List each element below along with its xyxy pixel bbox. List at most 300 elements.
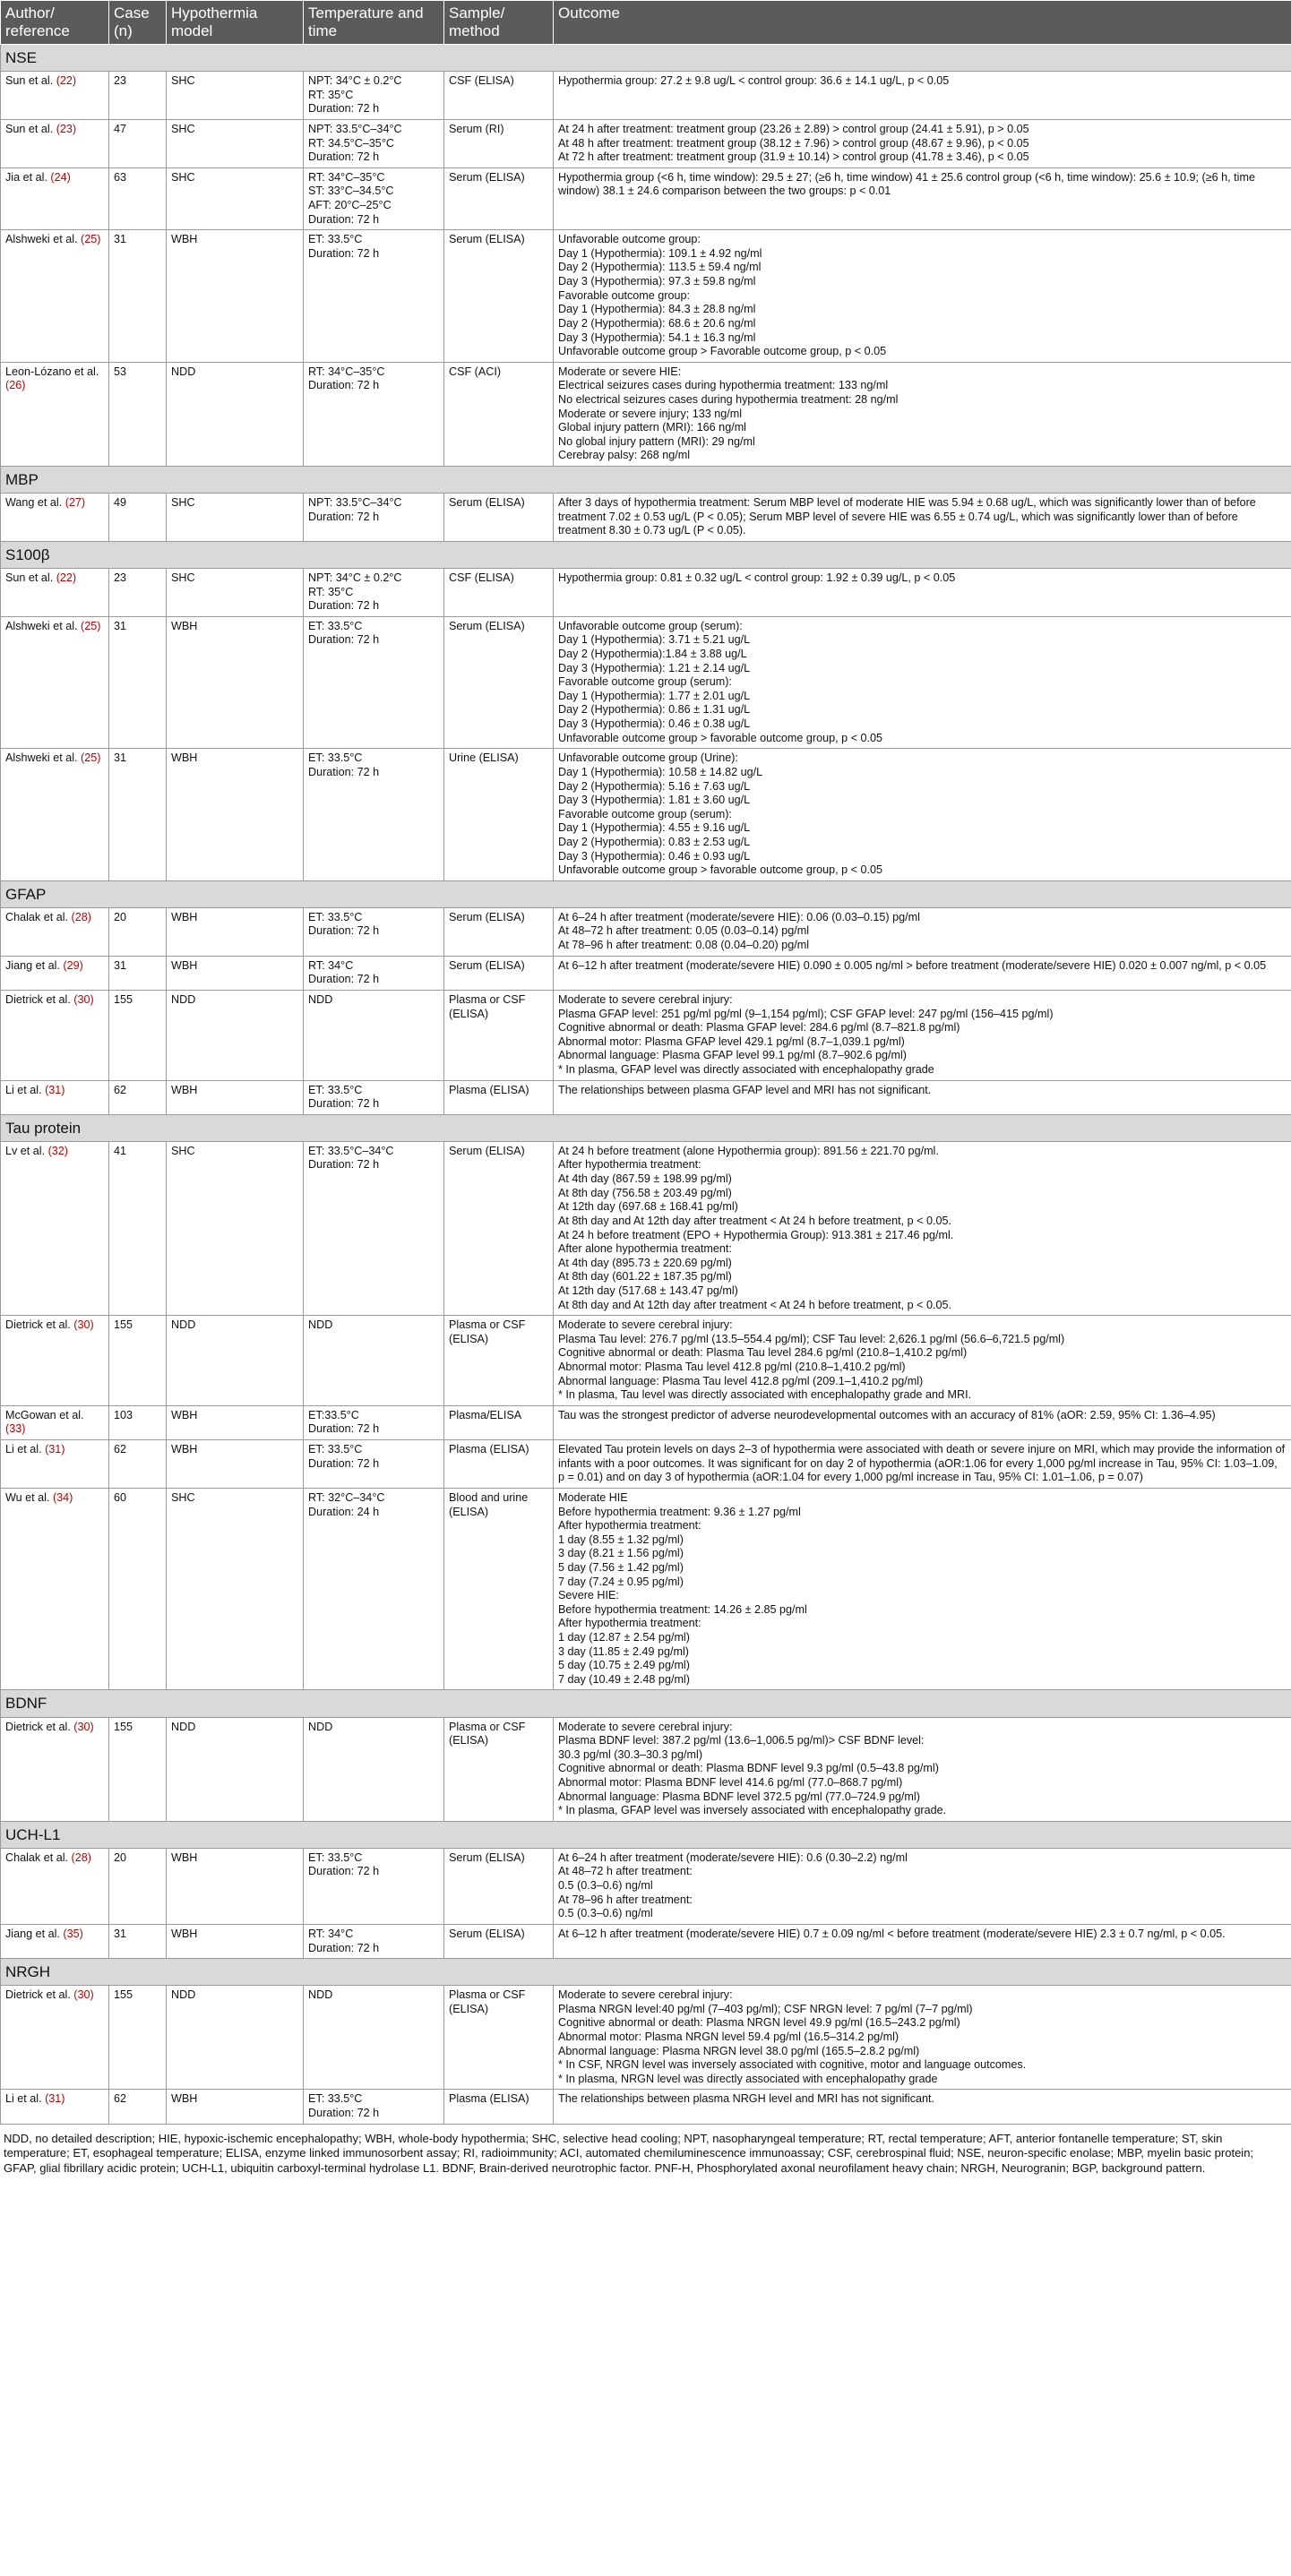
cell-author bbox=[1, 1141, 109, 1315]
section-row bbox=[1, 1959, 1291, 1986]
temperature-line: NPT: 33.5°C–34°C bbox=[308, 123, 402, 135]
cell-temperature bbox=[304, 1316, 444, 1406]
temperature-line: Duration: 24 h bbox=[308, 1505, 380, 1518]
cell-model: NDD bbox=[167, 362, 304, 466]
outcome-line: Day 2 (Hypothermia): 68.6 ± 20.6 ng/ml bbox=[558, 316, 756, 330]
cell-outcome bbox=[554, 1316, 1291, 1406]
temperature-line: Duration: 72 h bbox=[308, 765, 380, 778]
author-name: Li et al. bbox=[5, 1083, 42, 1096]
cell-author bbox=[1, 907, 109, 956]
reference-number: (32) bbox=[47, 1144, 69, 1157]
section-title: BDNF bbox=[1, 1690, 1291, 1717]
outcome-line: Plasma GFAP level: 251 pg/ml pg/ml (9–1,154 pg/ml); CSF GFAP level: 247 pg/ml (156–415 pg/ml) bbox=[558, 1007, 1054, 1020]
outcome-line: Moderate to severe cerebral injury: bbox=[558, 1720, 733, 1733]
cell-outcome bbox=[554, 1440, 1291, 1489]
outcome-line: Cognitive abnormal or death: Plasma BDNF level 9.3 pg/ml (0.5–43.8 pg/ml) bbox=[558, 1762, 939, 1775]
cell-temperature bbox=[304, 362, 444, 466]
outcome-line: Unfavorable outcome group (Urine): bbox=[558, 751, 738, 765]
outcome-line: At 78–96 h after treatment: bbox=[558, 1893, 693, 1906]
section-title: GFAP bbox=[1, 880, 1291, 907]
outcome-line: Electrical seizures cases during hypothermia treatment: 133 ng/ml bbox=[558, 379, 889, 392]
cell-temperature bbox=[304, 907, 444, 956]
cell-temperature bbox=[304, 1717, 444, 1821]
outcome-line: Day 1 (Hypothermia): 4.55 ± 9.16 ug/L bbox=[558, 821, 751, 835]
cell-outcome bbox=[554, 616, 1291, 748]
temperature-line: Duration: 72 h bbox=[308, 246, 380, 260]
cell-author bbox=[1, 569, 109, 617]
cell-temperature bbox=[304, 1440, 444, 1489]
temperature-line: Duration: 72 h bbox=[308, 212, 380, 226]
cell-temperature bbox=[304, 1080, 444, 1114]
temperature-line: Duration: 72 h bbox=[308, 633, 380, 647]
cell-outcome bbox=[554, 1924, 1291, 1958]
author-name: Alshweki et al. bbox=[5, 751, 78, 765]
cell-outcome bbox=[554, 1717, 1291, 1821]
temperature-line: Duration: 72 h bbox=[308, 1941, 380, 1954]
cell-model: WBH bbox=[167, 1924, 304, 1958]
temperature-line: ET: 33.5°C bbox=[308, 1443, 363, 1456]
reference-number: (26) bbox=[5, 379, 26, 392]
cell-sample: Urine (ELISA) bbox=[444, 749, 554, 880]
reference-number: (25) bbox=[81, 751, 101, 765]
outcome-line: After hypothermia treatment: bbox=[558, 1519, 701, 1533]
outcome-line: Abnormal motor: Plasma GFAP level 429.1 pg/ml (8.7–1,039.1 pg/ml) bbox=[558, 1035, 905, 1048]
outcome-line: Day 1 (Hypothermia): 84.3 ± 28.8 ng/ml bbox=[558, 303, 756, 316]
table-row bbox=[1, 2090, 1291, 2124]
outcome-line: At 24 h after treatment: treatment group (23.26 ± 2.89) > control group (24.41 ± 5.91), p > 0.05 bbox=[558, 123, 1029, 135]
cell-author bbox=[1, 1848, 109, 1924]
outcome-line: Hypothermia group: 27.2 ± 9.8 ug/L < control group: 36.6 ± 14.1 ug/L, p < 0.05 bbox=[558, 74, 950, 88]
author-name: Chalak et al. bbox=[5, 1850, 69, 1864]
cell-model: SHC bbox=[167, 72, 304, 120]
reference-number: (25) bbox=[81, 233, 101, 246]
table-row bbox=[1, 72, 1291, 120]
section-title: NSE bbox=[1, 45, 1291, 72]
cell-case: 155 bbox=[109, 1316, 167, 1406]
cell-temperature bbox=[304, 616, 444, 748]
cell-sample: CSF (ELISA) bbox=[444, 569, 554, 617]
cell-temperature bbox=[304, 494, 444, 542]
outcome-line: Moderate or severe HIE: bbox=[558, 365, 682, 378]
cell-case: 47 bbox=[109, 120, 167, 168]
cell-outcome bbox=[554, 167, 1291, 229]
temperature-line: NPT: 34°C ± 0.2°C bbox=[308, 571, 402, 584]
outcome-line: The relationships between plasma GFAP level and MRI has not significant. bbox=[558, 1083, 932, 1096]
author-name: Jiang et al. bbox=[5, 1927, 60, 1940]
cell-temperature bbox=[304, 749, 444, 880]
table-row bbox=[1, 1405, 1291, 1439]
cell-case: 41 bbox=[109, 1141, 167, 1315]
cell-author bbox=[1, 2090, 109, 2124]
outcome-line: Abnormal language: Plasma GFAP level 99.1 pg/ml (8.7–902.6 pg/ml) bbox=[558, 1049, 907, 1062]
reference-number: (33) bbox=[5, 1422, 26, 1436]
outcome-line: At 12th day (697.68 ± 168.41 pg/ml) bbox=[558, 1200, 738, 1214]
temperature-line: ET: 33.5°C–34°C bbox=[308, 1144, 394, 1157]
cell-author bbox=[1, 1986, 109, 2090]
cell-temperature bbox=[304, 230, 444, 362]
author-name: Dietrick et al. bbox=[5, 1720, 71, 1733]
table-row bbox=[1, 569, 1291, 617]
temperature-line: NDD bbox=[308, 1720, 333, 1733]
header-outcome: Outcome bbox=[554, 1, 1291, 45]
outcome-line: At 4th day (867.59 ± 198.99 pg/ml) bbox=[558, 1172, 732, 1186]
outcome-line: 5 day (10.75 ± 2.49 pg/ml) bbox=[558, 1659, 690, 1672]
reference-number: (31) bbox=[45, 1443, 65, 1456]
outcome-line: After alone hypothermia treatment: bbox=[558, 1242, 732, 1256]
cell-outcome bbox=[554, 72, 1291, 120]
outcome-line: At 8th day (601.22 ± 187.35 pg/ml) bbox=[558, 1270, 732, 1284]
outcome-line: At 72 h after treatment: treatment group (31.9 ± 10.14) > control group (41.78 ± 3.46), p < 0.05 bbox=[558, 150, 1029, 164]
cell-case: 60 bbox=[109, 1488, 167, 1690]
header-model: Hypothermia model bbox=[167, 1, 304, 45]
outcome-line: Day 1 (Hypothermia): 1.77 ± 2.01 ug/L bbox=[558, 689, 751, 702]
cell-model: SHC bbox=[167, 569, 304, 617]
cell-outcome bbox=[554, 120, 1291, 168]
cell-model: WBH bbox=[167, 749, 304, 880]
cell-case: 155 bbox=[109, 1986, 167, 2090]
outcome-line: 7 day (10.49 ± 2.48 pg/ml) bbox=[558, 1672, 690, 1686]
reference-number: (30) bbox=[73, 1988, 94, 2002]
temperature-line: NDD bbox=[308, 1318, 333, 1332]
cell-temperature bbox=[304, 956, 444, 990]
temperature-line: Duration: 72 h bbox=[308, 102, 380, 116]
temperature-line: Duration: 72 h bbox=[308, 1422, 380, 1436]
cell-sample: Plasma/ELISA bbox=[444, 1405, 554, 1439]
reference-number: (34) bbox=[52, 1490, 73, 1504]
temperature-line: NPT: 34°C ± 0.2°C bbox=[308, 74, 402, 88]
table-row bbox=[1, 956, 1291, 990]
cell-model: WBH bbox=[167, 907, 304, 956]
outcome-line: 3 day (11.85 ± 2.49 pg/ml) bbox=[558, 1644, 689, 1658]
outcome-line: Abnormal motor: Plasma NRGN level 59.4 pg/ml (16.5–314.2 pg/ml) bbox=[558, 2031, 899, 2044]
temperature-line: Duration: 72 h bbox=[308, 1158, 380, 1172]
cell-case: 31 bbox=[109, 616, 167, 748]
cell-model: WBH bbox=[167, 1080, 304, 1114]
author-name: Sun et al. bbox=[5, 571, 54, 584]
cell-sample: Plasma (ELISA) bbox=[444, 1080, 554, 1114]
cell-sample: CSF (ELISA) bbox=[444, 72, 554, 120]
temperature-line: NPT: 33.5°C–34°C bbox=[308, 496, 402, 510]
reference-number: (22) bbox=[56, 571, 77, 584]
section-title: UCH-L1 bbox=[1, 1821, 1291, 1848]
cell-outcome bbox=[554, 1488, 1291, 1690]
temperature-line: ET: 33.5°C bbox=[308, 910, 363, 923]
outcome-line: Day 3 (Hypothermia): 1.21 ± 2.14 ug/L bbox=[558, 661, 751, 674]
temperature-line: Duration: 72 h bbox=[308, 924, 380, 938]
cell-model: SHC bbox=[167, 494, 304, 542]
cell-outcome bbox=[554, 230, 1291, 362]
outcome-line: At 6–24 h after treatment (moderate/severe HIE): 0.6 (0.30–2.2) ng/ml bbox=[558, 1850, 908, 1864]
cell-model: WBH bbox=[167, 616, 304, 748]
cell-outcome bbox=[554, 1848, 1291, 1924]
cell-temperature bbox=[304, 569, 444, 617]
cell-sample: Serum (ELISA) bbox=[444, 1141, 554, 1315]
outcome-line: Day 3 (Hypothermia): 54.1 ± 16.3 ng/ml bbox=[558, 331, 756, 344]
outcome-line: 7 day (7.24 ± 0.95 pg/ml) bbox=[558, 1575, 684, 1588]
outcome-line: Before hypothermia treatment: 14.26 ± 2.85 pg/ml bbox=[558, 1602, 807, 1616]
cell-temperature bbox=[304, 1986, 444, 2090]
cell-author bbox=[1, 616, 109, 748]
cell-author bbox=[1, 230, 109, 362]
outcome-line: Plasma NRGN level:40 pg/ml (7–403 pg/ml); CSF NRGN level: 7 pg/ml (7–7 pg/ml) bbox=[558, 2002, 973, 2015]
section-row bbox=[1, 1690, 1291, 1717]
cell-temperature bbox=[304, 990, 444, 1080]
table-row bbox=[1, 1141, 1291, 1315]
header-temperature: Temperature and time bbox=[304, 1, 444, 45]
outcome-line: Abnormal language: Plasma BDNF level 372.5 pg/ml (77.0–724.9 pg/ml) bbox=[558, 1790, 920, 1803]
outcome-line: Unfavorable outcome group > favorable outcome group, p < 0.05 bbox=[558, 731, 882, 744]
section-title: MBP bbox=[1, 467, 1291, 494]
author-name: Sun et al. bbox=[5, 74, 54, 88]
outcome-line: At 48–72 h after treatment: 0.05 (0.03–0.14) pg/ml bbox=[558, 924, 810, 938]
temperature-line: Duration: 72 h bbox=[308, 1865, 380, 1878]
temperature-line: RT: 35°C bbox=[308, 585, 354, 598]
cell-case: 20 bbox=[109, 1848, 167, 1924]
cell-case: 31 bbox=[109, 230, 167, 362]
header-sample: Sample/ method bbox=[444, 1, 554, 45]
cell-author bbox=[1, 1440, 109, 1489]
outcome-line: Moderate to severe cerebral injury: bbox=[558, 992, 733, 1006]
reference-number: (30) bbox=[73, 1720, 94, 1733]
outcome-line: Moderate to severe cerebral injury: bbox=[558, 1988, 733, 2002]
cell-sample: Plasma or CSF (ELISA) bbox=[444, 1316, 554, 1406]
cell-sample: Serum (ELISA) bbox=[444, 1924, 554, 1958]
table-row bbox=[1, 1986, 1291, 2090]
cell-sample: Blood and urine (ELISA) bbox=[444, 1488, 554, 1690]
outcome-line: Favorable outcome group: bbox=[558, 288, 691, 302]
temperature-line: Duration: 72 h bbox=[308, 1456, 380, 1470]
cell-outcome bbox=[554, 2090, 1291, 2124]
cell-sample: Serum (ELISA) bbox=[444, 494, 554, 542]
cell-model: WBH bbox=[167, 230, 304, 362]
outcome-line: Before hypothermia treatment: 9.36 ± 1.27 pg/ml bbox=[558, 1505, 801, 1518]
section-title: NRGH bbox=[1, 1959, 1291, 1986]
cell-sample: Plasma or CSF (ELISA) bbox=[444, 1717, 554, 1821]
temperature-line: Duration: 72 h bbox=[308, 510, 380, 523]
temperature-line: RT: 34.5°C–35°C bbox=[308, 136, 394, 150]
cell-model: NDD bbox=[167, 1986, 304, 2090]
table-row bbox=[1, 230, 1291, 362]
table-row bbox=[1, 494, 1291, 542]
author-name: Jia et al. bbox=[5, 170, 47, 184]
reference-number: (22) bbox=[56, 74, 77, 88]
outcome-line: At 24 h before treatment (alone Hypothermia group): 891.56 ± 221.70 pg/ml. bbox=[558, 1144, 939, 1157]
cell-sample: Serum (RI) bbox=[444, 120, 554, 168]
cell-temperature bbox=[304, 72, 444, 120]
temperature-line: NDD bbox=[308, 1988, 333, 2002]
cell-author bbox=[1, 167, 109, 229]
outcome-line: Global injury pattern (MRI): 166 ng/ml bbox=[558, 421, 746, 434]
cell-sample: Serum (ELISA) bbox=[444, 907, 554, 956]
cell-author bbox=[1, 1924, 109, 1958]
author-name: McGowan et al. bbox=[5, 1408, 84, 1421]
temperature-line: ST: 33°C–34.5°C bbox=[308, 185, 394, 198]
reference-number: (31) bbox=[45, 1083, 65, 1096]
outcome-line: At 4th day (895.73 ± 220.69 pg/ml) bbox=[558, 1256, 732, 1269]
outcome-line: After 3 days of hypothermia treatment: Serum MBP level of moderate HIE was 5.94 ± 0.68 ug/L, which was significantly lower than of before treatment 7.02 ± 0.53 ug/L (P < 0.05); Serum MBP level of severe HIE was 6.55 ± 0.74 ug/L, which was significantly lower than of before treatment 8.30 ± 0.73 ug/L (P < 0.05). bbox=[558, 496, 1256, 537]
cell-outcome bbox=[554, 990, 1291, 1080]
table-row bbox=[1, 1924, 1291, 1958]
reference-number: (25) bbox=[81, 619, 101, 632]
temperature-line: Duration: 72 h bbox=[308, 973, 380, 986]
cell-model: NDD bbox=[167, 990, 304, 1080]
outcome-line: At 6–24 h after treatment (moderate/severe HIE): 0.06 (0.03–0.15) pg/ml bbox=[558, 910, 920, 923]
author-name: Li et al. bbox=[5, 1443, 42, 1456]
table-body bbox=[1, 45, 1291, 2125]
cell-sample: Plasma or CSF (ELISA) bbox=[444, 990, 554, 1080]
temperature-line: RT: 34°C–35°C bbox=[308, 365, 385, 378]
cell-author bbox=[1, 1080, 109, 1114]
outcome-line: 1 day (12.87 ± 2.54 pg/ml) bbox=[558, 1630, 690, 1644]
cell-author bbox=[1, 990, 109, 1080]
cell-case: 23 bbox=[109, 569, 167, 617]
header-author: Author/ reference bbox=[1, 1, 109, 45]
reference-number: (24) bbox=[50, 170, 71, 184]
reference-number: (28) bbox=[71, 910, 91, 923]
temperature-line: Duration: 72 h bbox=[308, 150, 380, 164]
outcome-line: Cognitive abnormal or death: Plasma Tau level 284.6 pg/ml (210.8–1,410.2 pg/ml) bbox=[558, 1346, 968, 1360]
cell-model: WBH bbox=[167, 2090, 304, 2124]
temperature-line: Duration: 72 h bbox=[308, 2107, 380, 2120]
section-row bbox=[1, 880, 1291, 907]
cell-case: 53 bbox=[109, 362, 167, 466]
temperature-line: ET: 33.5°C bbox=[308, 1083, 363, 1096]
temperature-line: ET: 33.5°C bbox=[308, 751, 363, 765]
reference-number: (35) bbox=[63, 1927, 83, 1940]
outcome-line: Cerebray palsy: 268 ng/ml bbox=[558, 449, 690, 462]
cell-sample: Plasma (ELISA) bbox=[444, 2090, 554, 2124]
outcome-line: Day 3 (Hypothermia): 0.46 ± 0.38 ug/L bbox=[558, 717, 751, 731]
cell-case: 103 bbox=[109, 1405, 167, 1439]
table-footnote: NDD, no detailed description; HIE, hypoxic-ischemic encephalopathy; WBH, whole-body hypothermia; SHC, selective head cooling; NPT, nasopharyngeal temperature; RT, rectal temperature; AFT, anterior fontanelle temperature; ST, skin temperature; ET, esophageal temperature; ELISA, enzyme linked immunosorbent assay; RI, radioimmunity; ACI, automated chemiluminescence immunoassay; CSF, cerebrospinal fluid; NSE, neuron-specific enolase; MBP, myelin basic protein; GFAP, glial fibrillary acidic protein; UCH-L1, ubiquitin carboxyl-terminal hydrolase L1. BDNF, Brain-derived neurotrophic factor. PNF-H, Phosphorylated axonal neurofilament heavy chain; NRGH, Neurogranin; BGP, background pattern. bbox=[4, 2131, 1254, 2175]
cell-temperature bbox=[304, 2090, 444, 2124]
outcome-line: At 24 h before treatment (EPO + Hypothermia Group): 913.381 ± 217.46 pg/ml. bbox=[558, 1228, 954, 1241]
cell-case: 62 bbox=[109, 2090, 167, 2124]
outcome-line: At 12th day (517.68 ± 143.47 pg/ml) bbox=[558, 1284, 738, 1297]
temperature-line: ET:33.5°C bbox=[308, 1408, 359, 1421]
table-row bbox=[1, 990, 1291, 1080]
cell-temperature bbox=[304, 1924, 444, 1958]
cell-outcome bbox=[554, 362, 1291, 466]
table-row bbox=[1, 907, 1291, 956]
header-case: Case (n) bbox=[109, 1, 167, 45]
cell-case: 62 bbox=[109, 1440, 167, 1489]
temperature-line: Duration: 72 h bbox=[308, 379, 380, 392]
reference-number: (29) bbox=[63, 958, 83, 972]
cell-sample: Plasma or CSF (ELISA) bbox=[444, 1986, 554, 2090]
outcome-line: Hypothermia group: 0.81 ± 0.32 ug/L < control group: 1.92 ± 0.39 ug/L, p < 0.05 bbox=[558, 571, 956, 584]
section-row bbox=[1, 1114, 1291, 1141]
table-row bbox=[1, 1316, 1291, 1406]
table-row bbox=[1, 1848, 1291, 1924]
cell-model: WBH bbox=[167, 1440, 304, 1489]
section-title: S100β bbox=[1, 541, 1291, 568]
outcome-line: 5 day (7.56 ± 1.42 pg/ml) bbox=[558, 1560, 684, 1574]
outcome-line: 30.3 pg/ml (30.3–30.3 pg/ml) bbox=[558, 1747, 703, 1761]
cell-model: WBH bbox=[167, 956, 304, 990]
outcome-line: Moderate to severe cerebral injury: bbox=[558, 1318, 733, 1332]
cell-case: 155 bbox=[109, 1717, 167, 1821]
temperature-line: ET: 33.5°C bbox=[308, 233, 363, 246]
cell-temperature bbox=[304, 167, 444, 229]
temperature-line: RT: 34°C bbox=[308, 958, 354, 972]
reference-number: (30) bbox=[73, 992, 94, 1006]
author-name: Dietrick et al. bbox=[5, 992, 71, 1006]
cell-sample: Serum (ELISA) bbox=[444, 230, 554, 362]
author-name: Dietrick et al. bbox=[5, 1318, 71, 1332]
author-name: Sun et al. bbox=[5, 123, 54, 135]
outcome-line: Day 2 (Hypothermia): 113.5 ± 59.4 ng/ml bbox=[558, 261, 762, 274]
temperature-line: ET: 33.5°C bbox=[308, 1850, 363, 1864]
cell-model: NDD bbox=[167, 1316, 304, 1406]
outcome-line: Day 2 (Hypothermia): 0.86 ± 1.31 ug/L bbox=[558, 703, 751, 717]
cell-case: 63 bbox=[109, 167, 167, 229]
cell-temperature bbox=[304, 120, 444, 168]
cell-sample: Serum (ELISA) bbox=[444, 956, 554, 990]
outcome-line: Day 3 (Hypothermia): 1.81 ± 3.60 ug/L bbox=[558, 794, 751, 807]
outcome-line: At 78–96 h after treatment: 0.08 (0.04–0.20) pg/ml bbox=[558, 939, 810, 952]
cell-case: 62 bbox=[109, 1080, 167, 1114]
outcome-line: Day 2 (Hypothermia): 5.16 ± 7.63 ug/L bbox=[558, 779, 751, 793]
cell-case: 31 bbox=[109, 1924, 167, 1958]
author-name: Jiang et al. bbox=[5, 958, 60, 972]
cell-case: 49 bbox=[109, 494, 167, 542]
cell-author bbox=[1, 1717, 109, 1821]
outcome-line: Day 2 (Hypothermia): 0.83 ± 2.53 ug/L bbox=[558, 835, 751, 848]
cell-case: 23 bbox=[109, 72, 167, 120]
outcome-line: Cognitive abnormal or death: Plasma GFAP level: 284.6 pg/ml (8.7–821.8 pg/ml) bbox=[558, 1021, 960, 1035]
cell-outcome bbox=[554, 494, 1291, 542]
cell-outcome bbox=[554, 1986, 1291, 2090]
cell-model: SHC bbox=[167, 1488, 304, 1690]
outcome-line: At 48 h after treatment: treatment group (38.12 ± 7.96) > control group (48.67 ± 9.96), p < 0.05 bbox=[558, 136, 1029, 150]
temperature-line: ET: 33.5°C bbox=[308, 2092, 363, 2106]
outcome-line: Moderate or severe injury; 133 ng/ml bbox=[558, 407, 743, 420]
outcome-line: Day 1 (Hypothermia): 3.71 ± 5.21 ug/L bbox=[558, 633, 751, 647]
section-row bbox=[1, 1821, 1291, 1848]
outcome-line: 3 day (8.21 ± 1.56 pg/ml) bbox=[558, 1547, 684, 1560]
outcome-line: Elevated Tau protein levels on days 2–3 of hypothermia were associated with death or severe injure on MRI, which may provide the information of infants with a poor outcomes. It was significant for on day 2 of hypothermia (aOR:1.06 for every 1,000 pg/ml increase in Tau, 95% CI: 1.03–1.09, p = 0.01) and on day 3 of hypothermia (aOR:1.04 for every 1,000 pg/ml increase in Tau, 95% CI: 1.01–1.06, p = 0.07) bbox=[558, 1443, 1286, 1484]
outcome-line: Unfavorable outcome group (serum): bbox=[558, 619, 743, 632]
author-name: Li et al. bbox=[5, 2092, 42, 2106]
outcome-line: * In plasma, GFAP level was inversely associated with encephalopathy grade. bbox=[558, 1804, 947, 1817]
outcome-line: Day 1 (Hypothermia): 109.1 ± 4.92 ng/ml bbox=[558, 246, 762, 260]
cell-author bbox=[1, 494, 109, 542]
temperature-line: AFT: 20°C–25°C bbox=[308, 199, 392, 212]
cell-outcome bbox=[554, 1141, 1291, 1315]
outcome-line: Abnormal motor: Plasma Tau level 412.8 pg/ml (210.8–1,410.2 pg/ml) bbox=[558, 1361, 906, 1374]
outcome-line: Moderate HIE bbox=[558, 1490, 628, 1504]
author-name: Alshweki et al. bbox=[5, 619, 78, 632]
outcome-line: Cognitive abnormal or death: Plasma NRGN level 49.9 pg/ml (16.5–243.2 pg/ml) bbox=[558, 2016, 960, 2030]
outcome-line: Day 3 (Hypothermia): 0.46 ± 0.93 ug/L bbox=[558, 849, 751, 863]
author-name: Dietrick et al. bbox=[5, 1988, 71, 2002]
outcome-line: Day 1 (Hypothermia): 10.58 ± 14.82 ug/L bbox=[558, 765, 763, 778]
reference-number: (31) bbox=[45, 2092, 65, 2106]
cell-outcome bbox=[554, 749, 1291, 880]
section-row bbox=[1, 541, 1291, 568]
cell-author bbox=[1, 72, 109, 120]
cell-model: SHC bbox=[167, 120, 304, 168]
cell-case: 20 bbox=[109, 907, 167, 956]
outcome-line: Tau was the strongest predictor of adverse neurodevelopmental outcomes with an accuracy of 81% (aOR: 2.59, 95% CI: 1.36–4.95) bbox=[558, 1408, 1216, 1421]
temperature-line: ET: 33.5°C bbox=[308, 619, 363, 632]
cell-sample: Serum (ELISA) bbox=[444, 1848, 554, 1924]
table-row bbox=[1, 1080, 1291, 1114]
cell-sample: Serum (ELISA) bbox=[444, 616, 554, 748]
table-header-row bbox=[1, 1, 1291, 45]
cell-author bbox=[1, 1316, 109, 1406]
